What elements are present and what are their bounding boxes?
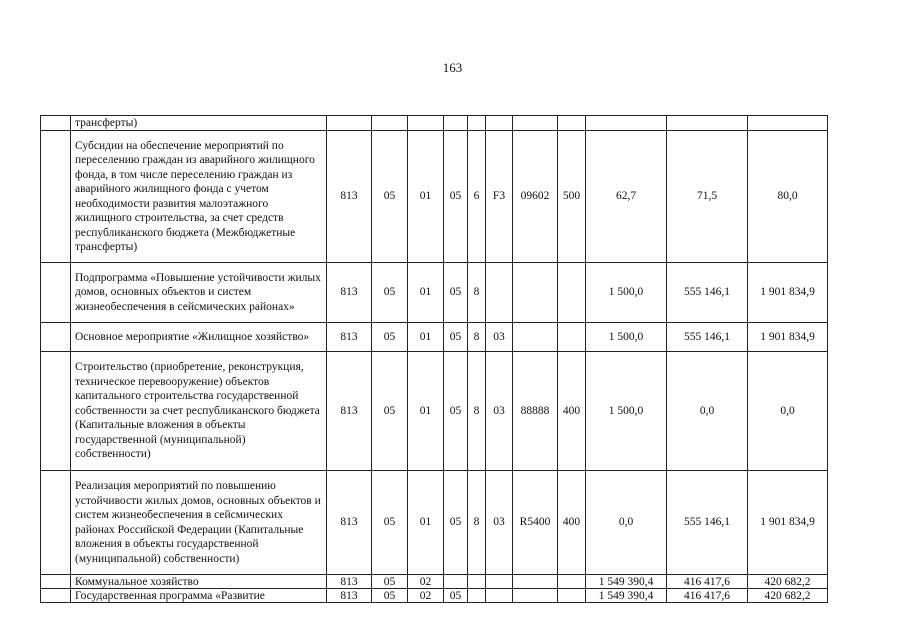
cell-y2020: 416 417,6: [667, 589, 748, 603]
cell-program: 05: [444, 323, 468, 352]
table-body: [41, 116, 828, 603]
table-row: [41, 323, 828, 352]
row-name: Подпрограмма «Повышение устойчивости жилых домов, основных объектов и систем жизнеобеспечения в сейсмических районах»: [71, 263, 327, 323]
cell-y2021: 420 682,2: [748, 589, 828, 603]
table-row: [41, 575, 828, 589]
cell-direction: [513, 116, 558, 131]
table-row: [41, 589, 828, 603]
cell-subsection: 01: [408, 263, 444, 323]
cell-y2019: 1 500,0: [586, 263, 667, 323]
cell-activity: F3: [486, 131, 513, 263]
row-name: Государственная программа «Развитие: [71, 589, 327, 603]
cell-subprogram: 8: [468, 471, 486, 575]
cell-program: 05: [444, 471, 468, 575]
cell-activity: 03: [486, 323, 513, 352]
cell-subprogram: [468, 116, 486, 131]
cell-expense-type: [558, 323, 586, 352]
cell-y2021: 1 901 834,9: [748, 323, 828, 352]
cell-y2020: 416 417,6: [667, 575, 748, 589]
cell-y2020: 71,5: [667, 131, 748, 263]
cell-direction: [513, 263, 558, 323]
cell-section: 05: [372, 471, 408, 575]
row-name: трансферты): [71, 116, 327, 131]
cell-y2019: 0,0: [586, 471, 667, 575]
cell-program: 05: [444, 589, 468, 603]
row-name: Субсидии на обеспечение мероприятий по переселению граждан из аварийного жилищного фонда, в том числе переселению граждан из аварийного жилищного фонда с учетом необходимости развития малоэтажного жилищного строительства, за счет средств республиканского бюджета (Межбюджетные трансферты): [71, 131, 327, 263]
page-number: 163: [442, 60, 463, 75]
cell-subprogram: 6: [468, 131, 486, 263]
cell-y2021: 80,0: [748, 131, 828, 263]
cell-y2020: 555 146,1: [667, 263, 748, 323]
row-margin-cell: [41, 116, 71, 131]
cell-y2021: [748, 116, 828, 131]
cell-expense-type: 500: [558, 131, 586, 263]
row-margin-cell: [41, 263, 71, 323]
cell-section: 05: [372, 352, 408, 471]
cell-subsection: 02: [408, 589, 444, 603]
row-margin-cell: [41, 323, 71, 352]
cell-section: 05: [372, 575, 408, 589]
cell-y2020: 555 146,1: [667, 471, 748, 575]
cell-section: 05: [372, 131, 408, 263]
cell-y2019: 1 500,0: [586, 352, 667, 471]
cell-expense-type: 400: [558, 352, 586, 471]
cell-direction: [513, 589, 558, 603]
row-margin-cell: [41, 352, 71, 471]
cell-ministry: 813: [327, 323, 372, 352]
cell-subprogram: 8: [468, 323, 486, 352]
cell-y2019: 1 549 390,4: [586, 589, 667, 603]
cell-program: 05: [444, 352, 468, 471]
cell-y2021: 1 901 834,9: [748, 471, 828, 575]
cell-expense-type: [558, 116, 586, 131]
cell-y2021: 420 682,2: [748, 575, 828, 589]
cell-section: 05: [372, 323, 408, 352]
cell-direction: [513, 575, 558, 589]
cell-y2020: [667, 116, 748, 131]
cell-y2021: 1 901 834,9: [748, 263, 828, 323]
cell-y2019: 62,7: [586, 131, 667, 263]
cell-y2019: [586, 116, 667, 131]
cell-program: 05: [444, 131, 468, 263]
cell-activity: 03: [486, 471, 513, 575]
cell-y2019: 1 549 390,4: [586, 575, 667, 589]
cell-section: 05: [372, 263, 408, 323]
cell-expense-type: [558, 589, 586, 603]
cell-subsection: 02: [408, 575, 444, 589]
cell-activity: [486, 589, 513, 603]
row-margin-cell: [41, 575, 71, 589]
cell-ministry: 813: [327, 352, 372, 471]
cell-ministry: 813: [327, 131, 372, 263]
cell-y2020: 555 146,1: [667, 323, 748, 352]
cell-section: [372, 116, 408, 131]
cell-ministry: 813: [327, 589, 372, 603]
cell-subsection: [408, 116, 444, 131]
cell-activity: [486, 575, 513, 589]
table-row: [41, 471, 828, 575]
cell-subsection: 01: [408, 323, 444, 352]
row-margin-cell: [41, 471, 71, 575]
cell-expense-type: [558, 263, 586, 323]
cell-direction: 88888: [513, 352, 558, 471]
cell-program: [444, 575, 468, 589]
cell-subsection: 01: [408, 471, 444, 575]
cell-activity: [486, 263, 513, 323]
cell-activity: 03: [486, 352, 513, 471]
cell-activity: [486, 116, 513, 131]
row-name: Коммунальное хозяйство: [71, 575, 327, 589]
cell-expense-type: [558, 575, 586, 589]
cell-program: 05: [444, 263, 468, 323]
cell-y2021: 0,0: [748, 352, 828, 471]
cell-ministry: [327, 116, 372, 131]
cell-subsection: 01: [408, 131, 444, 263]
cell-subprogram: [468, 589, 486, 603]
cell-subprogram: 8: [468, 263, 486, 323]
cell-subsection: 01: [408, 352, 444, 471]
cell-direction: R5400: [513, 471, 558, 575]
cell-y2020: 0,0: [667, 352, 748, 471]
row-name: Реализация мероприятий по повышению устойчивости жилых домов, основных объектов и систем жизнеобеспечения в сейсмических районах Российской Федерации (Капитальные вложения в объекты государственной (муниципальной) собственности): [71, 471, 327, 575]
cell-expense-type: 400: [558, 471, 586, 575]
row-margin-cell: [41, 589, 71, 603]
row-name: Строительство (приобретение, реконструкция, техническое перевооружение) объектов капитального строительства государственной собственности за счет республиканского бюджета (Капитальные вложения в объекты государственной (муниципальной) собственности): [71, 352, 327, 471]
cell-direction: 09602: [513, 131, 558, 263]
table-row: [41, 352, 828, 471]
cell-subprogram: 8: [468, 352, 486, 471]
table-row: [41, 131, 828, 263]
cell-ministry: 813: [327, 263, 372, 323]
table-row: [41, 263, 828, 323]
budget-table: [40, 115, 828, 603]
cell-section: 05: [372, 589, 408, 603]
row-name: Основное мероприятие «Жилищное хозяйство»: [71, 323, 327, 352]
cell-ministry: 813: [327, 471, 372, 575]
table-row: [41, 116, 828, 131]
cell-ministry: 813: [327, 575, 372, 589]
cell-subprogram: [468, 575, 486, 589]
cell-program: [444, 116, 468, 131]
cell-direction: [513, 323, 558, 352]
row-margin-cell: [41, 131, 71, 263]
cell-y2019: 1 500,0: [586, 323, 667, 352]
